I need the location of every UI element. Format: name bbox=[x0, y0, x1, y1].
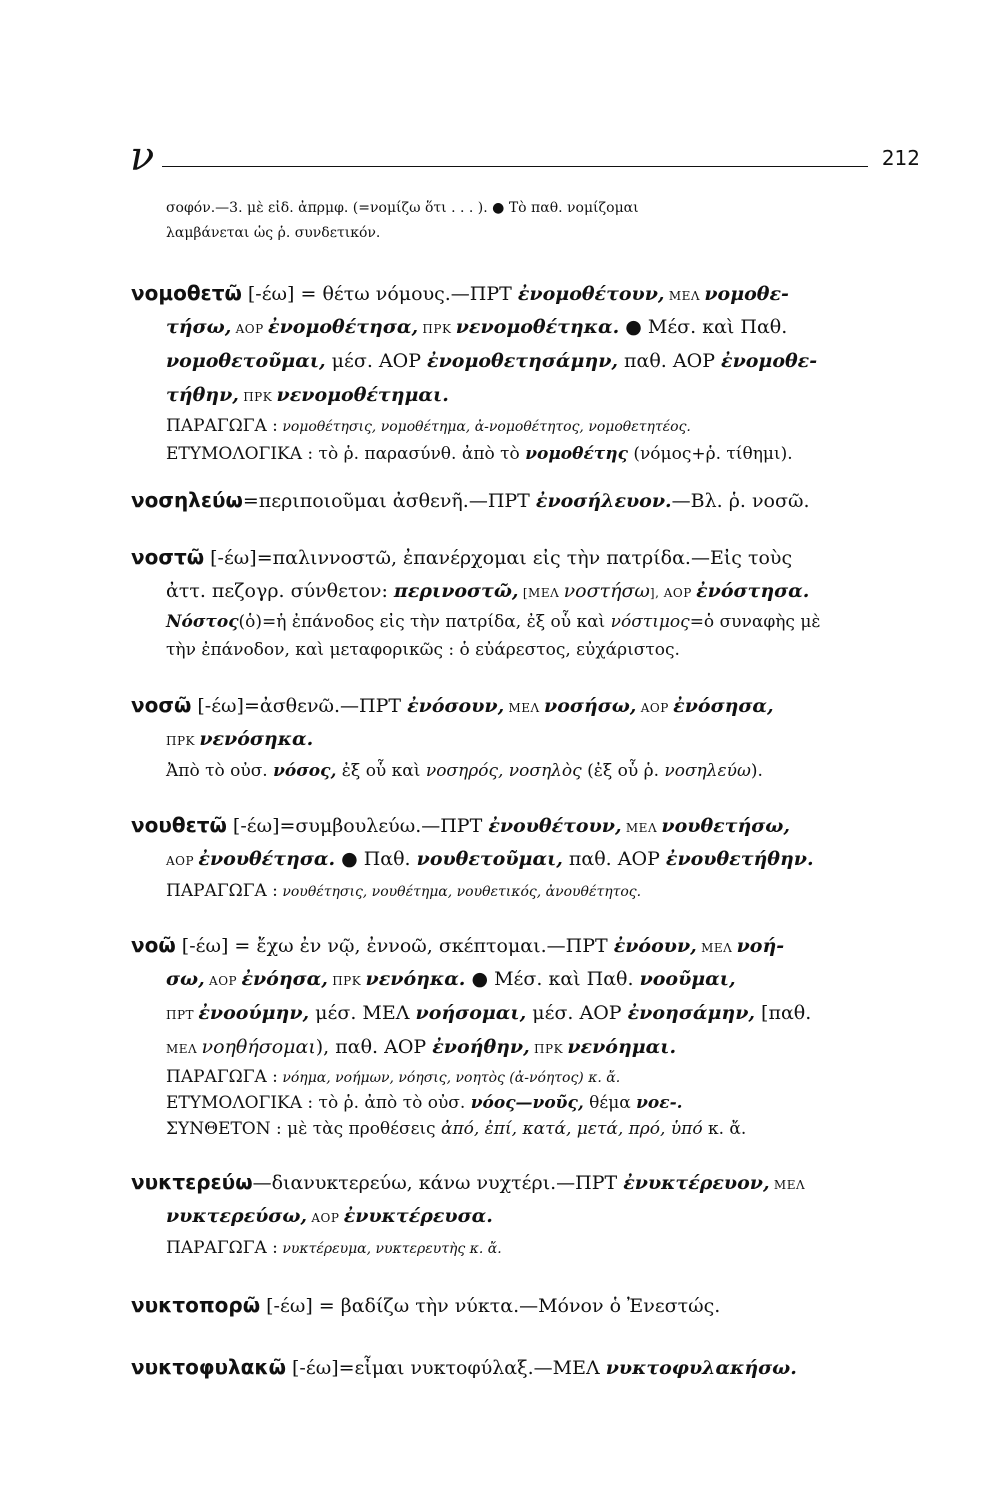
abbr: ΜΕΛ bbox=[769, 1178, 806, 1192]
text: μέσ. ΜΕΛ bbox=[309, 1002, 416, 1024]
abbr: ΑΟΡ bbox=[204, 974, 242, 988]
entry-line bbox=[131, 722, 921, 756]
text: ἀπό, ἐπί, κατά, μετά, πρό, ὑπό bbox=[440, 1119, 703, 1139]
text: ἀττ. πεζογρ. σύνθετον: bbox=[166, 580, 394, 602]
form: νόσος, bbox=[273, 761, 337, 781]
form: νυκτοφυλακήσω. bbox=[605, 1357, 797, 1379]
entry-line bbox=[131, 808, 921, 842]
entry-line bbox=[131, 688, 921, 722]
abbr: ΑΟΡ bbox=[307, 1211, 344, 1225]
entry-nosto bbox=[131, 540, 921, 664]
form: νομοθετοῦμαι, bbox=[166, 350, 326, 372]
text: [-έω]=παλιννοστῶ, ἐπανέρχομαι εἰς τὴν πατρίδα.—Εἰς τοὺς bbox=[204, 547, 793, 569]
text: μέσ. ΑΟΡ bbox=[325, 350, 428, 372]
form: ἐνοησάμην, bbox=[627, 1002, 755, 1024]
derivatives-line bbox=[131, 1064, 921, 1090]
text: ΣΥΝΘΕΤΟΝ : μὲ τὰς προθέσεις bbox=[166, 1119, 441, 1139]
form: τήθην, bbox=[166, 384, 239, 406]
text: ἐξ οὗ καὶ bbox=[336, 761, 426, 781]
form: νουθετήσω, bbox=[661, 815, 790, 837]
entry-line bbox=[131, 483, 921, 517]
entry-line bbox=[131, 996, 921, 1030]
abbr: ΜΕΛ bbox=[504, 701, 545, 715]
form: νοήσομαι, bbox=[415, 1002, 527, 1024]
note-line bbox=[131, 608, 921, 636]
entry-nyktoporo bbox=[131, 1288, 921, 1322]
form: νυκτερεύσω, bbox=[166, 1205, 308, 1227]
text: =περιποιοῦμαι ἀσθενῆ.—ΠΡΤ bbox=[242, 490, 536, 512]
text: [-έω] = θέτω νόμους.—ΠΡΤ bbox=[241, 283, 518, 305]
label: ΠΑΡΑΓΩΓΑ : bbox=[166, 1238, 278, 1258]
compound-line bbox=[131, 1116, 921, 1142]
abbr: ΜΕΛ bbox=[664, 289, 705, 303]
abbr: [ΜΕΛ bbox=[518, 586, 564, 600]
form: νοσηρός, νοσηλὸς bbox=[425, 761, 582, 781]
entry-noutheto bbox=[131, 808, 921, 906]
page-number: 212 bbox=[881, 146, 920, 170]
entry-nykhtereuo bbox=[131, 1165, 921, 1263]
headword: νυκτερεύω bbox=[131, 1170, 253, 1194]
form: νόος—νοῦς, bbox=[470, 1093, 584, 1113]
entry-nosileuo bbox=[131, 483, 921, 517]
text: παθ. ΑΟΡ bbox=[618, 350, 722, 372]
entry-continuation bbox=[131, 196, 921, 246]
abbr: ΠΡΤ bbox=[166, 1008, 199, 1022]
abbr: ΠΡΚ bbox=[238, 390, 277, 404]
text: [-έω]=ἀσθενῶ.—ΠΡΤ bbox=[191, 695, 408, 717]
entry-nyktofylako bbox=[131, 1350, 921, 1384]
text: ● Μέσ. καὶ Παθ. bbox=[465, 968, 640, 990]
form: Νόστος bbox=[166, 612, 239, 632]
entry-line bbox=[131, 310, 921, 344]
form: ἐνυκτέρευσα. bbox=[343, 1205, 493, 1227]
text: νομοθέτησις, νομοθέτημα, ἀ-νομοθέτητος, νομοθετητέος. bbox=[277, 419, 691, 435]
abbr: ΜΕΛ bbox=[166, 1042, 202, 1056]
form: νοοῦμαι, bbox=[639, 968, 736, 990]
abbr: ΑΟΡ bbox=[231, 322, 269, 336]
form: νοηθήσομαι bbox=[201, 1036, 316, 1058]
form: ἐνομοθετησάμην, bbox=[427, 350, 619, 372]
form: ἐνομοθέτησα, bbox=[268, 316, 419, 338]
form: ἐνόσουν, bbox=[407, 695, 505, 717]
headword: νοῶ bbox=[131, 933, 176, 957]
form: νοε-. bbox=[636, 1093, 683, 1113]
headword: νοστῶ bbox=[131, 545, 205, 569]
derivatives-line bbox=[131, 876, 921, 906]
abbr: ΜΕΛ bbox=[696, 941, 737, 955]
label: ΠΑΡΑΓΩΓΑ : bbox=[166, 1067, 278, 1087]
text: τὴν ἐπάνοδον, καὶ μεταφορικῶς : ὁ εὐάρεστος, εὐχάριστος. bbox=[166, 640, 680, 660]
text: [-έω]=εἶμαι νυκτοφύλαξ.—ΜΕΛ bbox=[285, 1357, 606, 1379]
form: νοστήσω bbox=[563, 580, 650, 602]
entry-line bbox=[131, 1288, 921, 1322]
derivatives-line bbox=[131, 412, 921, 440]
form: νομοθέτης bbox=[525, 444, 628, 464]
text: θέμα bbox=[583, 1093, 637, 1113]
text: κ. ἄ. bbox=[702, 1119, 747, 1139]
abbr: ΑΟΡ bbox=[636, 701, 674, 715]
derivatives-line bbox=[131, 1233, 921, 1263]
form: ἐνόστησα. bbox=[696, 580, 810, 602]
text: (νόμος+ῥ. τίθημι). bbox=[627, 444, 793, 464]
form: νενόημαι. bbox=[567, 1036, 677, 1058]
text: (ἐξ οὗ ῥ. bbox=[581, 761, 665, 781]
entry-line bbox=[131, 221, 921, 246]
entry-line bbox=[131, 1350, 921, 1384]
form: νοσηλεύω bbox=[664, 761, 751, 781]
text: ΕΤΥΜΟΛΟΓΙΚΑ : τὸ ῥ. παρασύνθ. ἀπὸ τὸ bbox=[166, 444, 526, 464]
text: νόημα, νοήμων, νόησις, νοητὸς (ἀ-νόητος) κ. ἄ. bbox=[277, 1070, 621, 1086]
abbr: ΠΡΚ bbox=[418, 322, 456, 336]
label: ΠΑΡΑΓΩΓΑ : bbox=[166, 881, 278, 901]
headword: νουθετῶ bbox=[131, 813, 227, 837]
text: ), παθ. ΑΟΡ bbox=[315, 1036, 433, 1058]
etymology-line bbox=[131, 440, 921, 468]
headword: νοσηλεύω bbox=[131, 488, 243, 512]
form: ἐνόησα, bbox=[241, 968, 328, 990]
entry-noo bbox=[131, 928, 921, 1142]
form: ἐνυκτέρευον, bbox=[623, 1172, 770, 1194]
entry-line bbox=[131, 928, 921, 962]
form: σω, bbox=[166, 968, 205, 990]
text: [-έω] = βαδίζω τὴν νύκτα.—Μόνον ὁ Ἐνεστώς. bbox=[260, 1295, 721, 1317]
text: παθ. ΑΟΡ bbox=[562, 848, 666, 870]
text: Ἀπὸ τὸ οὐσ. bbox=[166, 761, 274, 781]
entry-line bbox=[131, 540, 921, 574]
form: ἐνόουν, bbox=[613, 935, 697, 957]
form: ἐνόσησα, bbox=[673, 695, 774, 717]
text: ΕΤΥΜΟΛΟΓΙΚΑ : τὸ ῥ. ἀπὸ τὸ οὐσ. bbox=[166, 1093, 471, 1113]
header-rule bbox=[162, 166, 868, 167]
entry-line bbox=[131, 574, 921, 608]
form: ἐνοσήλευον. bbox=[535, 490, 672, 512]
text: μέσ. ΑΟΡ bbox=[526, 1002, 628, 1024]
form: νενομοθέτημαι. bbox=[276, 384, 449, 406]
form: ἐνοήθην, bbox=[432, 1036, 530, 1058]
entry-line bbox=[131, 344, 921, 378]
headword: νομοθετῶ bbox=[131, 281, 242, 305]
form: ἐνουθέτησα. bbox=[198, 848, 336, 870]
etymology-line bbox=[131, 1090, 921, 1116]
form: ἐνοούμην, bbox=[198, 1002, 310, 1024]
text: —διανυκτερεύω, κάνω νυχτέρι.—ΠΡΤ bbox=[252, 1172, 624, 1194]
entry-line bbox=[131, 962, 921, 996]
abbr: ], ΑΟΡ bbox=[649, 586, 697, 600]
text: =ὁ συναφὴς μὲ bbox=[689, 612, 821, 632]
form: νουθετοῦμαι, bbox=[416, 848, 563, 870]
entry-line bbox=[131, 276, 921, 310]
text: σοφόν.—3. μὲ εἰδ. ἀπρμφ. (=νομίζω ὅτι . . . ). ● Τὸ παθ. νομίζομαι bbox=[166, 200, 639, 216]
headword: νυκτοφυλακῶ bbox=[131, 1355, 286, 1379]
form: νοή- bbox=[736, 935, 785, 957]
text: νουθέτησις, νουθέτημα, νουθετικός, ἀνουθέτητος. bbox=[277, 884, 642, 900]
text: ). bbox=[750, 761, 763, 781]
label: ΠΑΡΑΓΩΓΑ : bbox=[166, 416, 278, 436]
headword: νυκτοπορῶ bbox=[131, 1293, 261, 1317]
headword: νοσῶ bbox=[131, 693, 192, 717]
abbr: ΠΡΚ bbox=[529, 1042, 568, 1056]
form: νενόσηκα. bbox=[199, 728, 314, 750]
entry-nomotheto bbox=[131, 276, 921, 468]
form: ἐνομοθε- bbox=[721, 350, 818, 372]
note-line bbox=[131, 756, 921, 786]
form: νοσήσω, bbox=[544, 695, 637, 717]
abbr: ΠΡΚ bbox=[327, 974, 366, 988]
text: —Βλ. ῥ. νοσῶ. bbox=[671, 490, 810, 512]
text: [-έω] = ἔχω ἐν νῷ, ἐννοῶ, σκέπτομαι.—ΠΡΤ bbox=[175, 935, 614, 957]
text: [παθ. bbox=[755, 1002, 812, 1024]
entry-line bbox=[131, 378, 921, 412]
abbr: ΜΕΛ bbox=[621, 821, 662, 835]
entry-line bbox=[131, 1030, 921, 1064]
entry-line bbox=[131, 1165, 921, 1199]
form: ἐνουθέτουν, bbox=[488, 815, 622, 837]
page-header bbox=[130, 132, 920, 182]
text: λαμβάνεται ὡς ῥ. συνδετικόν. bbox=[166, 225, 381, 241]
abbr: ΠΡΚ bbox=[166, 734, 200, 748]
text: ● Μέσ. καὶ Παθ. bbox=[619, 316, 788, 338]
entry-line bbox=[131, 196, 921, 221]
note-line bbox=[131, 636, 921, 664]
entry-line bbox=[131, 842, 921, 876]
form: νενομοθέτηκα. bbox=[455, 316, 620, 338]
text: ● Παθ. bbox=[335, 848, 417, 870]
form: νενόηκα. bbox=[365, 968, 466, 990]
entry-noso bbox=[131, 688, 921, 786]
form: περινοστῶ, bbox=[393, 580, 519, 602]
text: [-έω]=συμβουλεύω.—ΠΡΤ bbox=[226, 815, 489, 837]
form: ἐνομοθέτουν, bbox=[517, 283, 665, 305]
form: τήσω, bbox=[166, 316, 232, 338]
abbr: ΑΟΡ bbox=[166, 854, 199, 868]
entry-line bbox=[131, 1199, 921, 1233]
form: νομοθε- bbox=[704, 283, 789, 305]
section-letter: ν bbox=[130, 134, 155, 180]
text: νυκτέρευμα, νυκτερευτὴς κ. ἄ. bbox=[277, 1241, 502, 1257]
form: νόστιμος bbox=[610, 612, 690, 632]
form: ἐνουθετήθην. bbox=[665, 848, 814, 870]
text: (ὁ)=ἡ ἐπάνοδος εἰς τὴν πατρίδα, ἐξ οὗ καὶ bbox=[238, 612, 611, 632]
